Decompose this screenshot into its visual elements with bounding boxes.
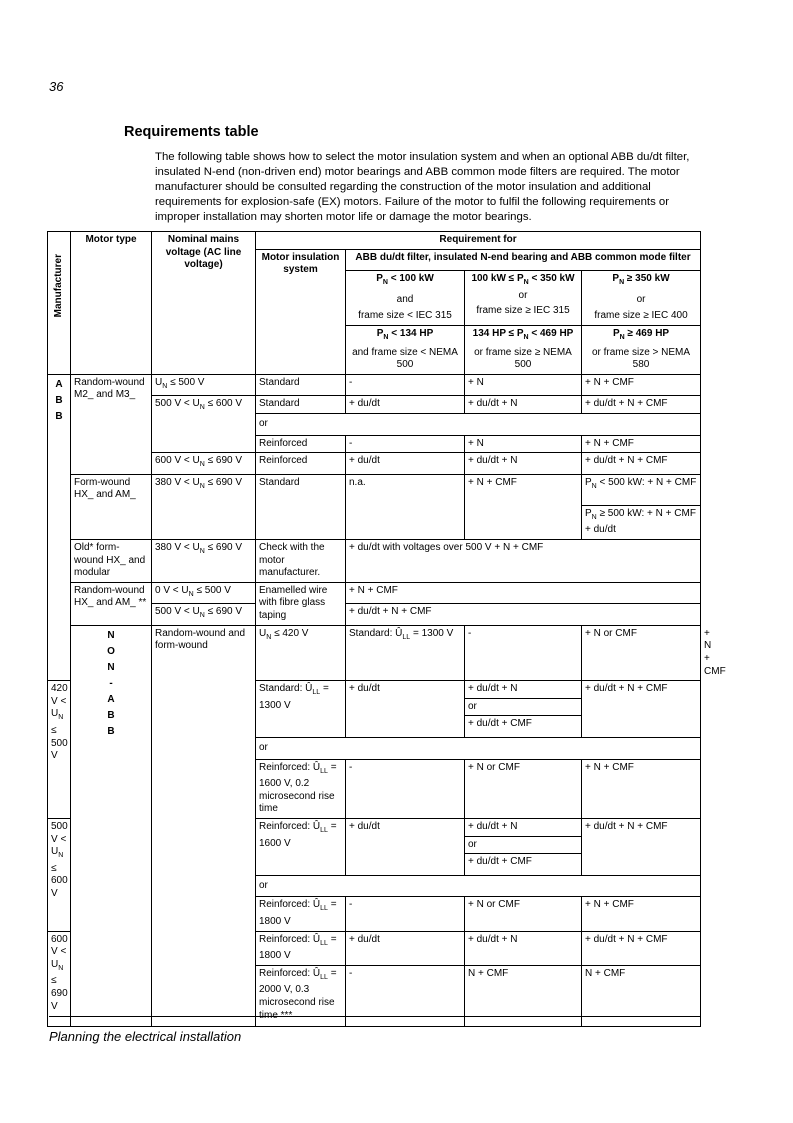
filter-cell: + N + CMF — [465, 474, 582, 539]
filter-cell: + du/dt + CMF — [465, 854, 582, 876]
filter-cell: + du/dt — [346, 819, 465, 876]
motor-type-old-form: Old* form-wound HX_ and modular — [71, 539, 152, 582]
motor-type-form-wound: Form-wound HX_ and AM_ — [71, 474, 152, 539]
filter-cell: + du/dt + N + CMF — [346, 604, 701, 626]
page-footer: Planning the electrical installation — [49, 1029, 242, 1044]
requirements-table — [47, 231, 726, 1027]
requirement-for-header: Requirement for — [256, 232, 701, 250]
filter-cell: + du/dt + N + CMF — [582, 396, 701, 414]
filter-cell: + du/dt + N — [465, 819, 582, 837]
voltage-cell: 380 $V < U_N \le 690$ V — [152, 539, 256, 582]
filter-cell: $P_N \ge 500$ kW: + N + CMF + du/dt — [582, 505, 701, 539]
kw-col-1: $P_N < 100$ kW and frame size < IEC 315 — [346, 271, 465, 326]
filter-cell: N + CMF — [582, 965, 701, 1026]
or-cell: or — [256, 738, 701, 760]
filter-cell: + du/dt + N + CMF — [582, 453, 701, 475]
insulation-cell: Reinforced: $Û_{LL} = 1800$ V — [256, 897, 346, 931]
filter-cell: - — [465, 625, 582, 680]
filter-cell: + du/dt — [346, 931, 465, 965]
filter-cell: + N + CMF — [582, 759, 701, 818]
hp-col-2: 134 HP ≤ $P_N < 469$ HP or frame size ≥ NEMA 500 — [465, 325, 582, 374]
voltage-cell: 500 $V < U_N \le 690$ V — [152, 604, 256, 626]
insulation-cell: Reinforced: $Û_{LL} = 1600$ V, 0.2 microsecond rise time — [256, 759, 346, 818]
motor-type-header: Motor type — [71, 232, 152, 375]
filter-cell: + N or CMF — [465, 759, 582, 818]
insulation-cell: Reinforced — [256, 453, 346, 475]
or-cell: or — [256, 413, 701, 435]
motor-type-random-hx: Random-wound HX_ and AM_ ** — [71, 582, 152, 625]
voltage-cell: $U_N \le 420$ V — [256, 625, 346, 680]
filter-cell: + du/dt + N — [465, 681, 582, 699]
table-row: N O N - A B B Random-wound and form-wound $U_N \le 420$ V Standard: $Û_{LL} = 1300$ V - + N or CMF + N + CMF — [48, 625, 701, 680]
filter-cell: + N + CMF — [582, 374, 701, 396]
filter-cell: + du/dt — [346, 396, 465, 414]
filter-cell: N + CMF — [465, 965, 582, 1026]
motor-type-non-abb: Random-wound and form-wound — [152, 625, 256, 1026]
filter-cell: + N + CMF — [582, 897, 701, 931]
filter-cell: + du/dt + N — [465, 931, 582, 965]
motor-insulation-header: Motor insulation system — [256, 249, 346, 374]
filter-cell: + N + CMF — [582, 435, 701, 453]
filter-cell: - — [346, 759, 465, 818]
insulation-cell: Reinforced — [256, 435, 346, 453]
or-cell: or — [256, 875, 701, 897]
manufacturer-non-abb: N O N - A B B — [71, 625, 152, 1026]
filter-cell: + du/dt + CMF — [465, 716, 582, 738]
filter-cell: - — [346, 897, 465, 931]
voltage-cell: 600 $V < U_N \le 690$ V — [152, 453, 256, 475]
filter-cell: + du/dt + N + CMF — [582, 681, 701, 738]
filter-cell: + N + CMF — [346, 582, 701, 604]
table-row — [48, 539, 701, 582]
insulation-cell: Reinforced: $Û_{LL} = 1800$ V — [256, 931, 346, 965]
filter-cell: + N — [465, 435, 582, 453]
insulation-cell: Standard — [256, 396, 346, 414]
insulation-cell: Standard: $Û_{LL} = 1300$ V — [256, 681, 346, 738]
filter-header: ABB du/dt filter, insulated N-end bearing and ABB common mode filter — [346, 249, 701, 271]
table-row — [48, 582, 701, 604]
filter-cell: - — [346, 374, 465, 396]
manufacturer-abb: A B B — [48, 374, 71, 681]
or-cell: or — [465, 698, 582, 716]
section-title: Requirements table — [124, 124, 259, 140]
voltage-cell: 600 $V < U_N \le 690$ V — [48, 931, 71, 1027]
insulation-cell: Standard: $Û_{LL} = 1300$ V — [346, 625, 465, 680]
intro-paragraph: The following table shows how to select the motor insulation system and when an optional ABB du/dt filter, insulated N-end (non-driven end) motor bearings and ABB common mode filters are required. The motor manufacturer should be consulted regarding the construction of the motor insulation and additional requirements for explosion-safe (EX) motors. Failure of the motor to fulfil the following requirements or improper installation may shorten motor life or damage the motor bearings. — [155, 151, 690, 223]
manufacturer-label: Manufacturer — [52, 254, 64, 318]
filter-cell: + N — [465, 374, 582, 396]
kw-col-3: $P_N \ge 350$ kW or frame size ≥ IEC 400 — [582, 271, 701, 326]
filter-cell: + du/dt — [346, 453, 465, 475]
filter-cell: + N or CMF — [465, 897, 582, 931]
nominal-mains-header: Nominal mains voltage (AC line voltage) — [152, 232, 256, 375]
hp-col-3: $P_N \ge 469$ HP or frame size > NEMA 580 — [582, 325, 701, 374]
filter-cell: - — [346, 965, 465, 1026]
filter-cell: + du/dt + N — [465, 396, 582, 414]
insulation-cell: Standard — [256, 374, 346, 396]
filter-cell: n.a. — [346, 474, 465, 539]
footer-rule — [49, 1016, 700, 1017]
filter-cell: + du/dt + N + CMF — [582, 931, 701, 965]
header-row-1 — [48, 232, 701, 250]
filter-cell: $P_N < 500$ kW: + N + CMF — [582, 474, 701, 505]
filter-cell: + du/dt with voltages over 500 V + N + CMF — [346, 539, 701, 582]
filter-cell: + du/dt — [346, 681, 465, 738]
insulation-cell: Reinforced: $Û_{LL} = 1600$ V — [256, 819, 346, 876]
insulation-cell: Check with the motor manufacturer. — [256, 539, 346, 582]
kw-col-2: 100 kW ≤ $P_N < 350$ kW or frame size ≥ IEC 315 — [465, 271, 582, 326]
voltage-cell: 380 $V < U_N \le 690$ V — [152, 474, 256, 539]
manufacturer-header — [48, 232, 71, 375]
or-cell: or — [465, 836, 582, 854]
insulation-cell: Standard — [256, 474, 346, 539]
filter-cell: + N or CMF — [582, 625, 701, 680]
table-row — [48, 474, 701, 505]
filter-cell: + du/dt + N — [465, 453, 582, 475]
page-number: 36 — [49, 79, 64, 94]
insulation-cell: Enamelled wire with fibre glass taping — [256, 582, 346, 625]
voltage-cell: $U_N \le 500$ V — [152, 374, 256, 396]
hp-col-1: $P_N < 134$ HP and frame size < NEMA 500 — [346, 325, 465, 374]
table-row — [48, 374, 701, 396]
insulation-cell: Reinforced: $Û_{LL} = 2000$ V, 0.3 microsecond rise time *** — [256, 965, 346, 1026]
voltage-cell: 500 $V < U_N \le 600$ V — [48, 819, 71, 932]
motor-type-random-wound: Random-wound M2_ and M3_ — [71, 374, 152, 474]
voltage-cell: 500 $V < U_N \le 600$ V — [152, 396, 256, 453]
voltage-cell: 0 $V < U_N \le 500$ V — [152, 582, 256, 604]
filter-cell: + du/dt + N + CMF — [582, 819, 701, 876]
filter-cell: - — [346, 435, 465, 453]
voltage-cell: 420 $V < U_N \le 500$ V — [48, 681, 71, 819]
